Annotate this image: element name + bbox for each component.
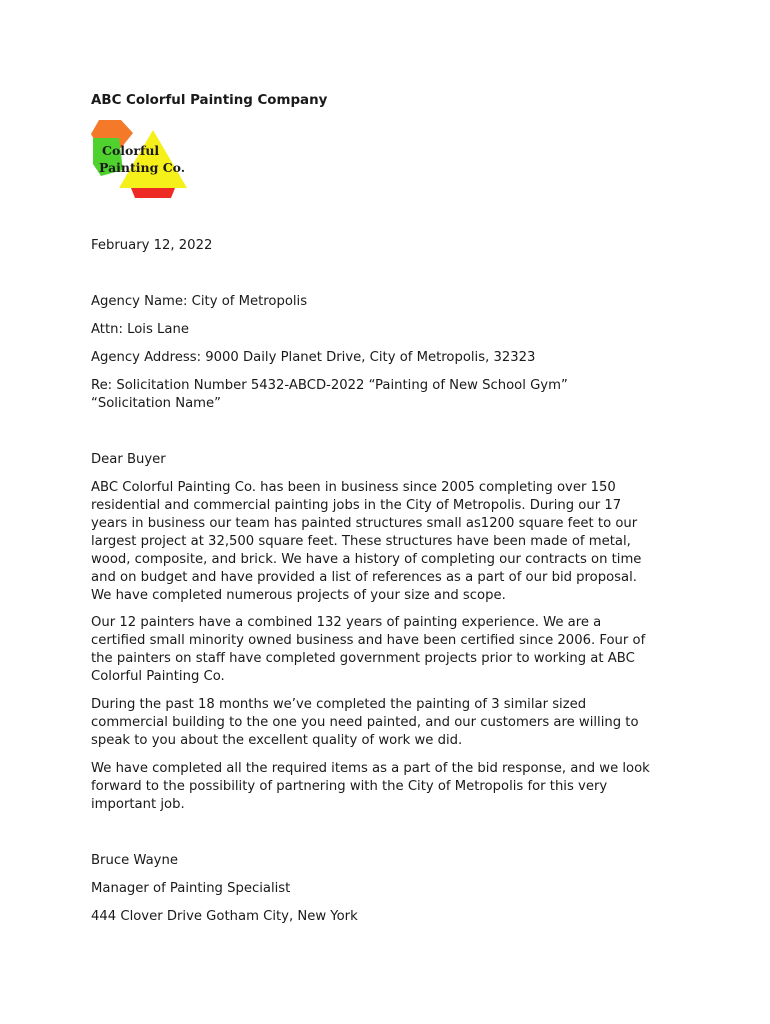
- company-name: ABC Colorful Painting Company: [91, 93, 328, 108]
- solicitation-name: “Solicitation Name”: [91, 396, 221, 411]
- paragraph-1-line: residential and commercial painting jobs in the City of Metropolis. During our 17: [91, 498, 622, 513]
- signer-name: Bruce Wayne: [91, 853, 178, 868]
- paragraph-1-line: and on budget and have provided a list of references as a part of our bid proposal.: [91, 570, 637, 585]
- paragraph-3-line: During the past 18 months we’ve completed the painting of 3 similar sized: [91, 697, 587, 712]
- paragraph-2-line: the painters on staff have completed government projects prior to working at ABC: [91, 651, 635, 666]
- company-logo: [91, 120, 191, 200]
- attention-line: Attn: Lois Lane: [91, 322, 189, 337]
- paragraph-2-line: Colorful Painting Co.: [91, 669, 225, 684]
- paragraph-4-line: important job.: [91, 797, 185, 812]
- paragraph-2-line: certified small minority owned business and have been certified since 2006. Four of: [91, 633, 646, 648]
- paragraph-3-line: commercial building to the one you need painted, and our customers are willing to: [91, 715, 639, 730]
- paragraph-1-line: We have completed numerous projects of your size and scope.: [91, 588, 506, 603]
- paragraph-1: [91, 479, 691, 605]
- paragraph-1-line: ABC Colorful Painting Co. has been in business since 2005 completing over 150: [91, 480, 616, 495]
- salutation: Dear Buyer: [91, 452, 166, 467]
- agency-address: Agency Address: 9000 Daily Planet Drive, City of Metropolis, 32323: [91, 350, 536, 365]
- re-line: Re: Solicitation Number 5432-ABCD-2022 “Painting of New School Gym”: [91, 378, 568, 393]
- signer-title: Manager of Painting Specialist: [91, 881, 291, 896]
- logo-text-line1: Colorful: [102, 143, 160, 158]
- logo-text-line2: Painting Co.: [99, 160, 186, 175]
- paragraph-4-line: We have completed all the required items as a part of the bid response, and we look: [91, 761, 650, 776]
- paragraph-3-line: speak to you about the excellent quality of work we did.: [91, 733, 463, 748]
- paragraph-1-line: wood, composite, and brick. We have a history of completing our contracts on time: [91, 552, 642, 567]
- signer-address: 444 Clover Drive Gotham City, New York: [91, 909, 358, 924]
- paragraph-3: [91, 696, 691, 750]
- logo-graphic: [91, 120, 191, 200]
- paragraph-1-line: years in business our team has painted structures small as1200 square feet to our: [91, 516, 638, 531]
- logo-yellow-shape: [119, 130, 187, 188]
- paragraph-4-line: forward to the possibility of partnering with the City of Metropolis for this very: [91, 779, 608, 794]
- letter-date: February 12, 2022: [91, 238, 213, 253]
- agency-name: Agency Name: City of Metropolis: [91, 294, 308, 309]
- paragraph-2-line: Our 12 painters have a combined 132 years of painting experience. We are a: [91, 615, 602, 630]
- paragraph-2: [91, 614, 691, 686]
- paragraph-4: [91, 760, 691, 814]
- paragraph-1-line: largest project at 32,500 square feet. These structures have been made of metal,: [91, 534, 631, 549]
